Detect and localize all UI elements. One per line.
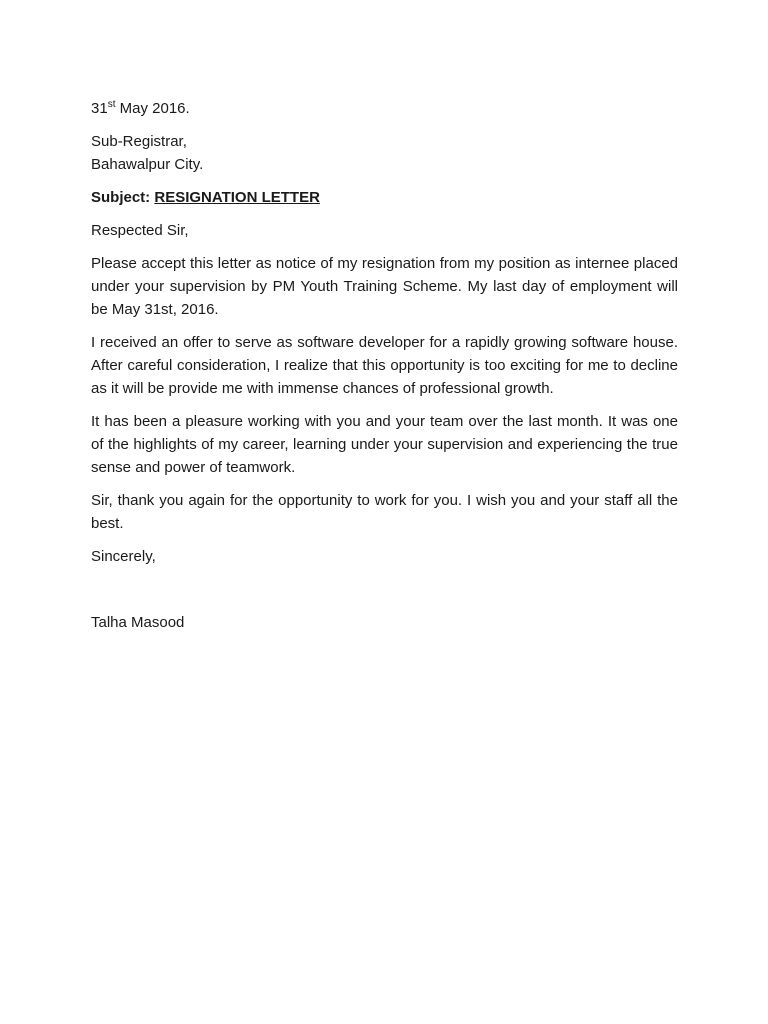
date-day: 31	[91, 100, 108, 117]
subject-value: RESIGNATION LETTER	[154, 189, 320, 206]
recipient-address	[91, 130, 678, 176]
subject-label: Subject:	[91, 189, 151, 206]
letter-date	[91, 97, 678, 120]
signature-name: Talha Masood	[91, 614, 185, 631]
paragraph-1: Please accept this letter as notice of my resignation from my position as internee placed under your supervision by PM Youth Training Scheme. My last day of employment will be May 31st, 2016.	[91, 255, 678, 318]
paragraph-3: It has been a pleasure working with you and your team over the last month. It was one of the highlights of my career, learning under your supervision and experiencing the true sense and power of teamwork.	[91, 413, 678, 476]
letter-body	[91, 97, 678, 649]
date-rest: May 2016.	[115, 100, 190, 117]
subject-line	[91, 186, 678, 209]
paragraph-2: I received an offer to serve as software developer for a rapidly growing software house. After careful consideration, I realize that this opportunity is too exciting for me to decline as it will be provide me with immense chances of professional growth.	[91, 334, 678, 397]
date-suffix: st	[107, 99, 116, 110]
recipient-line-1: Sub-Registrar,	[91, 133, 187, 150]
salutation: Respected Sir,	[91, 222, 189, 239]
paragraph-4: Sir, thank you again for the opportunity to work for you. I wish you and your staff all the best.	[91, 492, 678, 532]
closing: Sincerely,	[91, 548, 156, 565]
recipient-line-2: Bahawalpur City.	[91, 156, 204, 173]
